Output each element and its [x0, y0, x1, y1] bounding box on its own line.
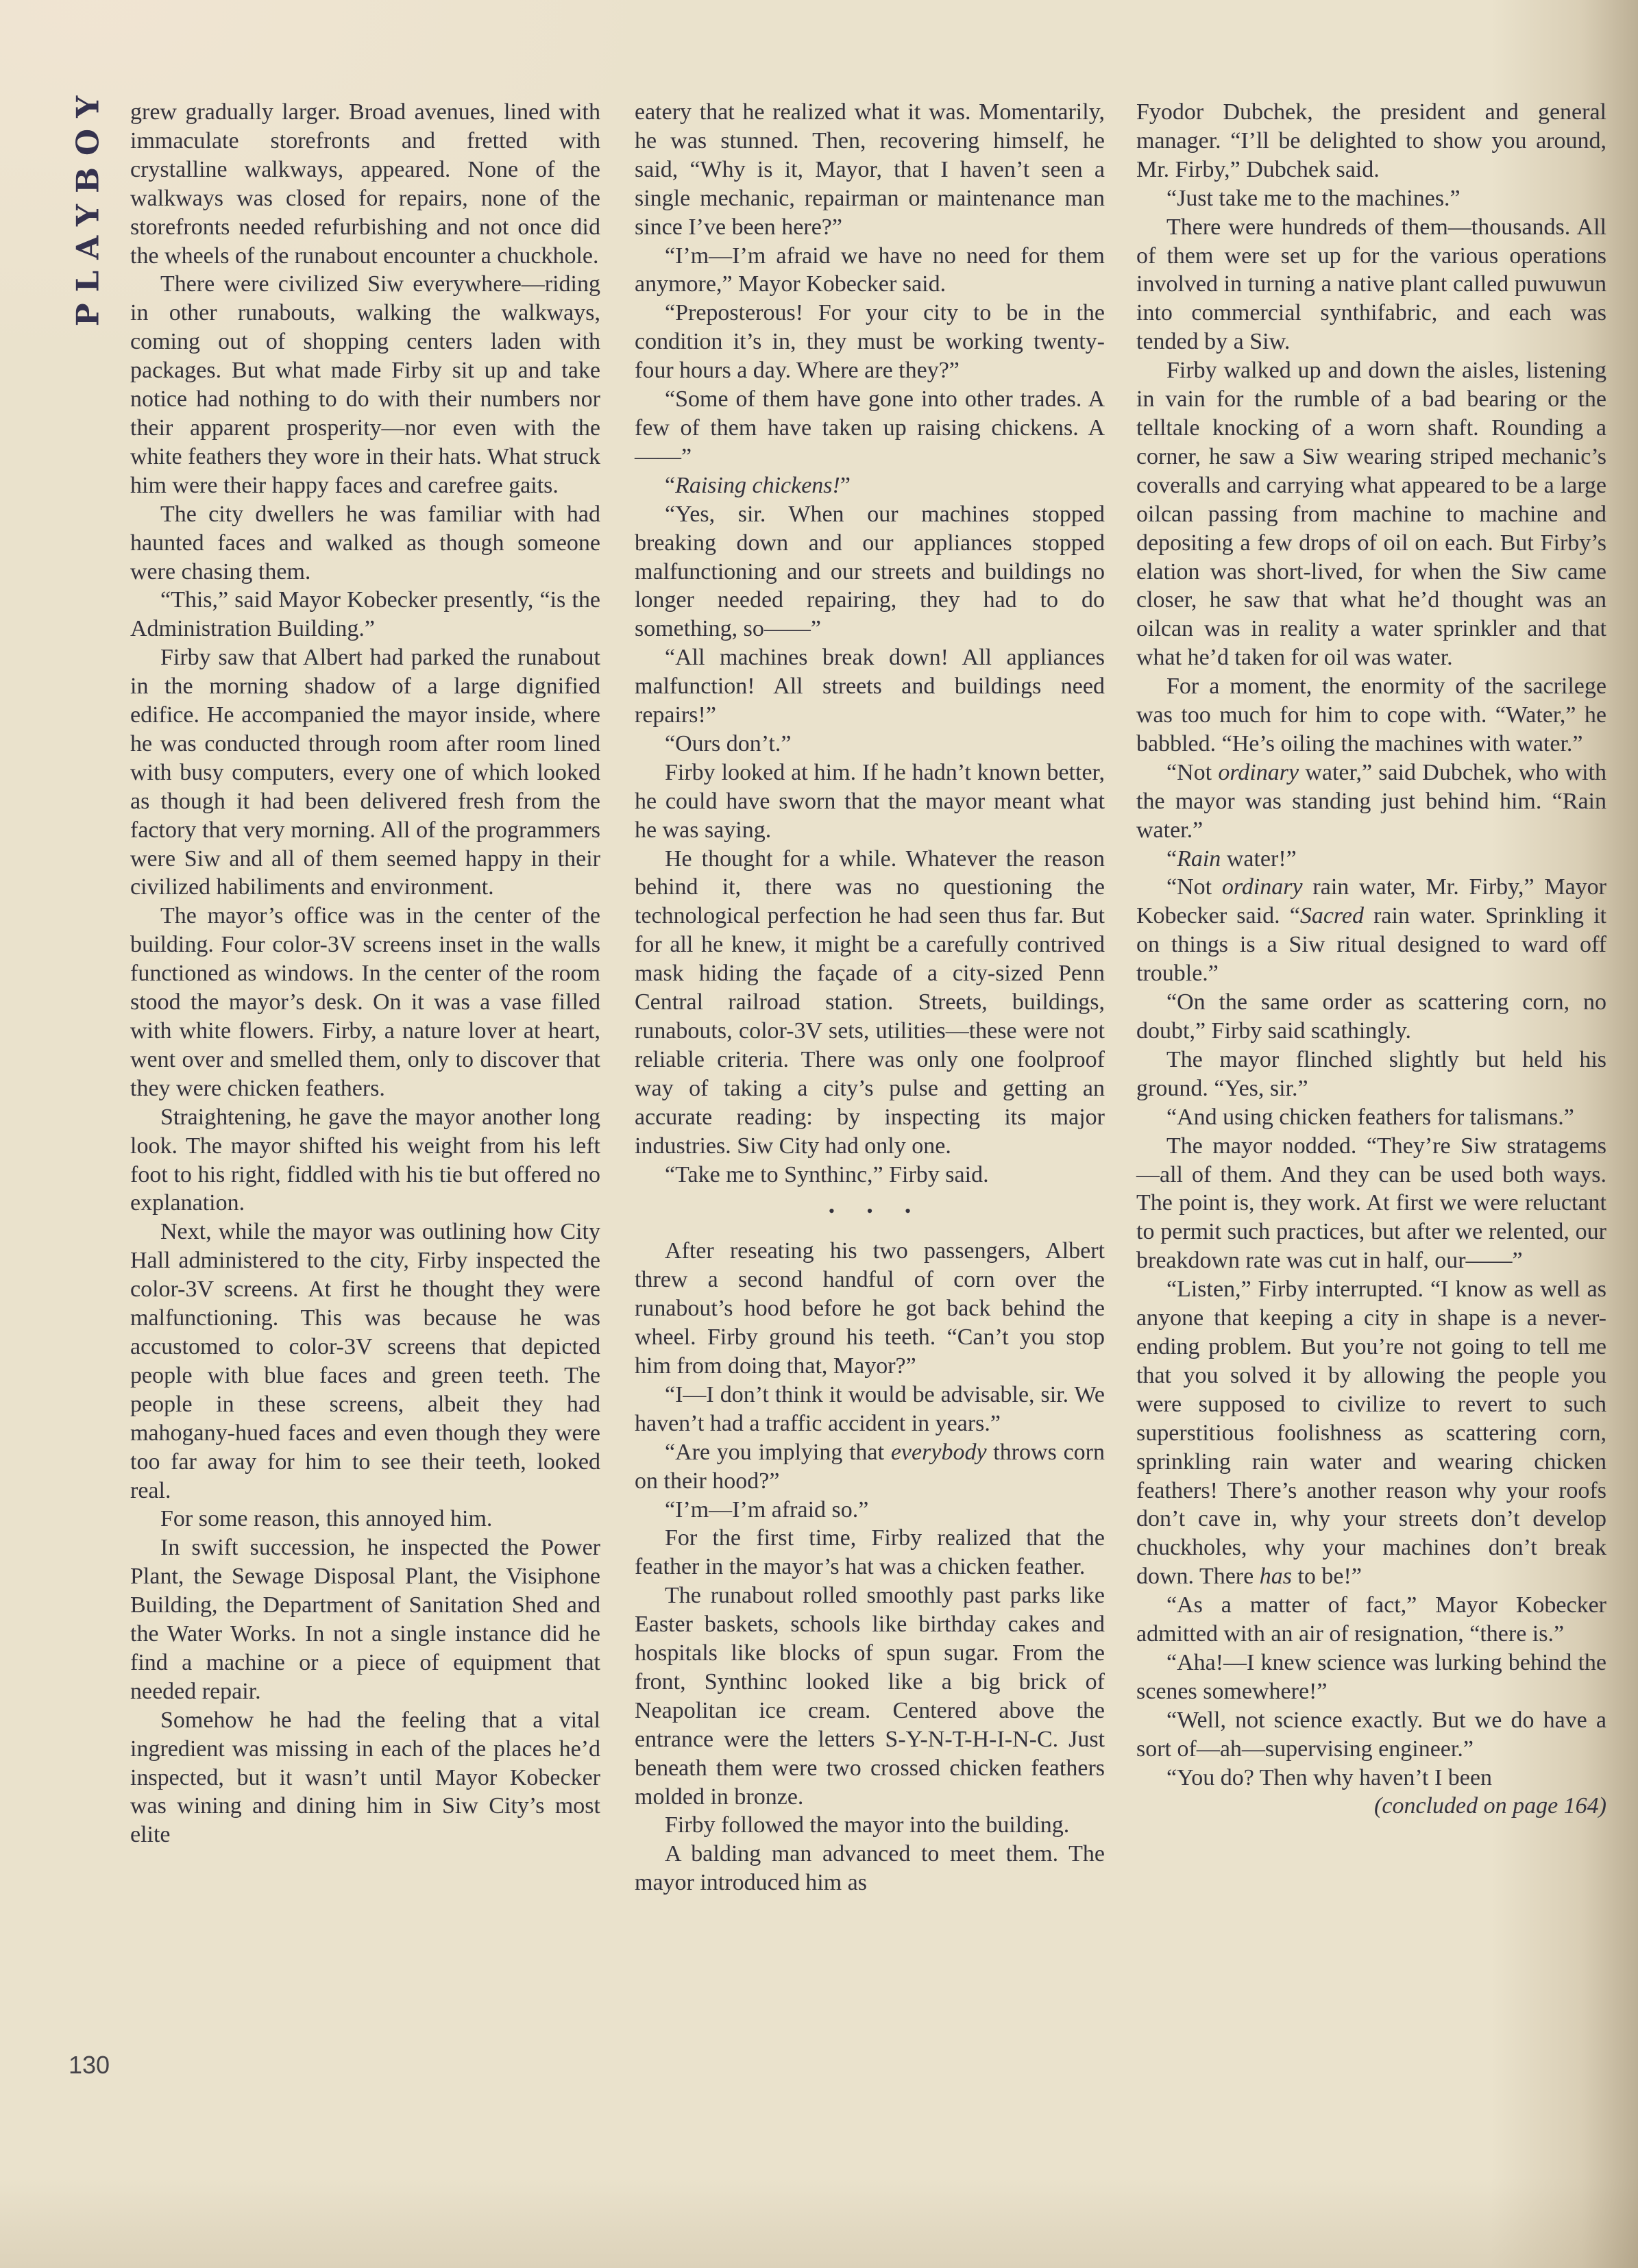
paragraph: eatery that he realized what it was. Momentarily, he was stunned. Then, recovering himself, he said, “Why is it, Mayor, that I haven’t seen a single mechanic, repairman or maintenance man since I’ve been here?” [635, 99, 1105, 240]
paragraph: Somehow he had the feeling that a vital ingredient was missing in each of the places he’d inspected, but it wasn’t until Mayor Kobecker was wining and dining him in Siw City’s most elite [130, 1707, 600, 1848]
paragraph: “I’m—I’m afraid so.” [665, 1496, 869, 1523]
paragraph: The mayor nodded. “They’re Siw stratagems—all of them. And they can be used both ways. The point is, they work. At first we were reluctant to permit such practices, but after we relented, our breakdown rate was cut in half, our——” [1136, 1133, 1606, 1274]
paragraph: There were civilized Siw everywhere—riding in other runabouts, walking the walkways, coming out of shopping centers laden with packages. But what made Firby sit up and take notice had nothing to do with their numbers nor their apparent prosperity—nor even with the white feathers they wore in their hats. What struck him were their happy faces and carefree gaits. [130, 271, 600, 498]
paragraph: “I—I don’t think it would be advisable, sir. We haven’t had a traffic accident in years.” [635, 1381, 1105, 1436]
paragraph: The runabout rolled smoothly past parks like Easter baskets, schools like birthday cakes and hospitals like blocks of spun sugar. From the front, Synthinc looked like a big brick of Neapolitan ice cream. Centered above the entrance were the letters S-Y-N-T-H-I-N-C. Just beneath them were two crossed chicken feathers molded in bronze. [635, 1583, 1105, 1810]
paragraph: The mayor flinched slightly but held his ground. “Yes, sir.” [1136, 1046, 1606, 1101]
paragraph: For the first time, Firby realized that the feather in the mayor’s hat was a chicken feather. [635, 1525, 1105, 1580]
paragraph: “This,” said Mayor Kobecker presently, “is the Administration Building.” [130, 587, 600, 642]
paragraph: Next, while the mayor was outlining how City Hall administered to the city, Firby inspected the color-3V screens. At first he thought they were malfunctioning. This was because he was accustomed to color-3V screens that depicted people with blue faces and green teeth. The people in these screens, albeit they had mahogany-hued faces and even though they were too far away for him to see their teeth, looked real. [130, 1219, 600, 1503]
text-column-1 [130, 98, 600, 1849]
paragraph: “Rain water!” [1166, 846, 1297, 872]
section-divider: • • • [828, 1201, 912, 1222]
paragraph: “On the same order as scattering corn, no doubt,” Firby said scathingly. [1136, 989, 1606, 1044]
paragraph: “Take me to Synthinc,” Firby said. [665, 1161, 989, 1187]
paragraph: In swift succession, he inspected the Power Plant, the Sewage Disposal Plant, the Visiphone Building, the Department of Sanitation Shed and the Water Works. In not a single instance did he find a machine or a piece of equipment that needed repair. [130, 1535, 600, 1704]
text-column-2 [635, 98, 1105, 1897]
paragraph: The mayor’s office was in the center of the building. Four color-3V screens inset in the walls functioned as windows. In the center of the room stood the mayor’s desk. On it was a vase filled with white flowers. Firby, a nature lover at heart, went over and smelled them, only to discover that they were chicken feathers. [130, 903, 600, 1101]
paragraph: “Some of them have gone into other trades. A few of them have taken up raising chickens. A——” [635, 386, 1105, 469]
paragraph: “And using chicken feathers for talismans.” [1166, 1104, 1574, 1130]
paragraph: A balding man advanced to meet them. The mayor introduced him as [635, 1841, 1105, 1896]
paragraph: For a moment, the enormity of the sacrilege was too much for him to cope with. “Water,” he babbled. “He’s oiling the machines with water.” [1136, 674, 1606, 756]
paragraph: “Well, not science exactly. But we do have a sort of—ah—supervising engineer.” [1136, 1707, 1606, 1762]
paragraph: “Not ordinary water,” said Dubchek, who with the mayor was standing just behind him. “Rain water.” [1136, 759, 1606, 843]
paragraph: There were hundreds of them—thousands. All of them were set up for the various operations involved in turning a native plant called puwuwun into commercial synthifabric, and each was tended by a Siw. [1136, 214, 1606, 355]
paragraph: Firby walked up and down the aisles, listening in vain for the rumble of a bad bearing or the telltale knocking of a worn shaft. Rounding a corner, he saw a Siw wearing striped mechanic’s coveralls and carrying what appeared to be a large oilcan passing from machine to machine and depositing a few drops of oil on each. But Firby’s elation was short-lived, for when the Siw came closer, he saw that what he’d thought was an oilcan was in reality a water sprinkler and that what he’d taken for oil was water. [1136, 358, 1606, 671]
paragraph: The city dwellers he was familiar with had haunted faces and walked as though someone were chasing them. [130, 501, 600, 584]
text-column-3 [1136, 98, 1606, 1821]
paragraph: Firby followed the mayor into the building. [665, 1812, 1070, 1838]
paragraph: For some reason, this annoyed him. [160, 1506, 493, 1532]
paragraph: Firby saw that Albert had parked the runabout in the morning shadow of a large dignified edifice. He accompanied the mayor inside, where he was conducted through room after room lined with busy computers, every one of which looked as though it had been delivered fresh from the factory that very morning. All of the programmers were Siw and all of them seemed happy in their civilized habiliments and environment. [130, 645, 600, 900]
paragraph: “Not ordinary rain water, Mr. Firby,” Mayor Kobecker said. “Sacred rain water. Sprinkling it on things is a Siw ritual designed to ward off trouble.” [1136, 874, 1607, 987]
continuation-note: (concluded on page 164) [1374, 1793, 1606, 1819]
paragraph: “Raising chickens!” [665, 472, 851, 498]
page-number: 130 [69, 2051, 110, 2079]
paragraph: He thought for a while. Whatever the reason behind it, there was no questioning the technological perfection he had seen thus far. But for all he knew, it might be a carefully contrived mask hiding the façade of a city-sized Penn Central railroad station. Streets, buildings, runabouts, color-3V sets, utilities—these were not reliable criteria. There was only one foolproof way of taking a city’s pulse and getting an accurate reading: by inspecting its major industries. Siw City had only one. [635, 846, 1105, 1159]
paragraph: “Just take me to the machines.” [1166, 185, 1460, 211]
paragraph: Straightening, he gave the mayor another long look. The mayor shifted his weight from his left foot to his right, fiddled with his tie but offered no explanation. [130, 1104, 600, 1216]
paragraph: “Ours don’t.” [665, 730, 792, 756]
paragraph: “Yes, sir. When our machines stopped breaking down and our appliances stopped malfunctioning and our streets and buildings no longer needed repairing, they had to do something, so——” [635, 501, 1105, 642]
paragraph: After reseating his two passengers, Albert threw a second handful of corn over the runabout’s hood before he got back behind the wheel. Firby ground his teeth. “Can’t you stop him from doing that, Mayor?” [635, 1238, 1105, 1379]
paragraph: “Aha!—I knew science was lurking behind the scenes somewhere!” [1136, 1649, 1606, 1704]
paragraph: Firby looked at him. If he hadn’t known better, he could have sworn that the mayor meant what he was saying. [635, 759, 1105, 843]
paragraph: “All machines break down! All appliances malfunction! All streets and buildings need repairs!” [635, 645, 1105, 728]
paragraph: “Listen,” Firby interrupted. “I know as well as anyone that keeping a city in shape is a never-ending problem. But you’re not going to tell me that you solved it by allowing the people you were supposed to civilize to revert to such superstitious foolishness as scattering corn, sprinkling rain water and wearing chicken feathers! There’s another reason why your roofs don’t cave in, why your streets don’t develop chuckholes, why your machines don’t break down. There has to be!” [1136, 1277, 1606, 1590]
paragraph: “As a matter of fact,” Mayor Kobecker admitted with an air of resignation, “there is.” [1136, 1592, 1606, 1647]
paragraph: grew gradually larger. Broad avenues, lined with immaculate storefronts and fretted with crystalline walkways, appeared. None of the walkways was closed for repairs, none of the storefronts needed refurbishing and not once did the wheels of the runabout encounter a chuckhole. [130, 99, 600, 269]
paragraph: “Preposterous! For your city to be in the condition it’s in, they must be working twenty-four hours a day. Where are they?” [635, 300, 1105, 384]
paragraph: “I’m—I’m afraid we have no need for them anymore,” Mayor Kobecker said. [635, 243, 1105, 297]
paragraph: Fyodor Dubchek, the president and general manager. “I’ll be delighted to show you around, Mr. Firby,” Dubchek said. [1136, 99, 1606, 182]
magazine-title-vertical: PLAYBOY [69, 84, 106, 327]
paragraph: “Are you implying that everybody throws corn on their hood?” [635, 1439, 1105, 1494]
paragraph: “You do? Then why haven’t I been [1166, 1764, 1492, 1790]
